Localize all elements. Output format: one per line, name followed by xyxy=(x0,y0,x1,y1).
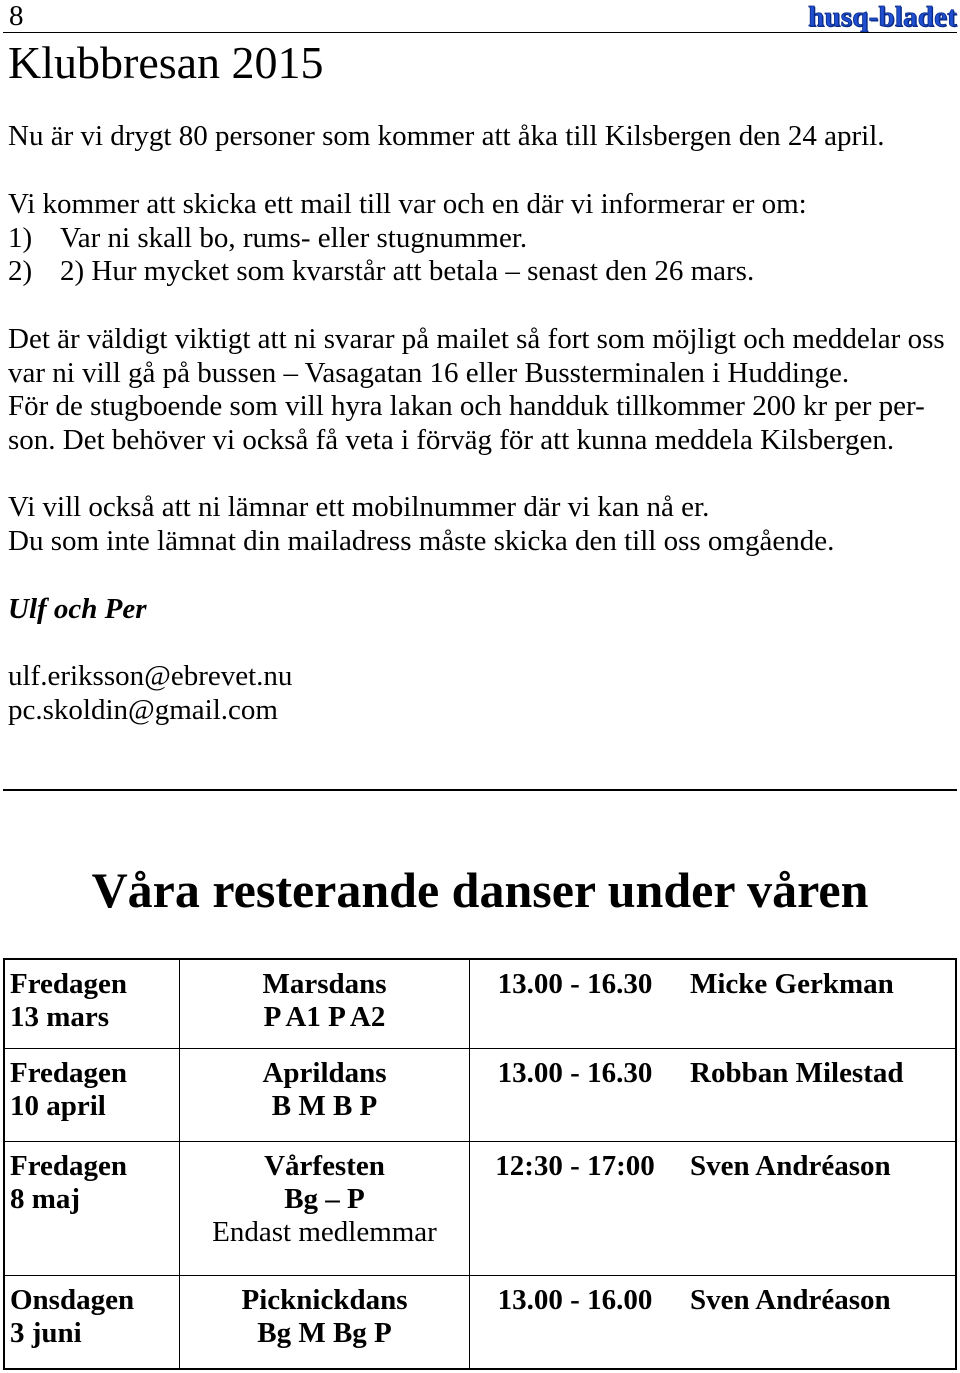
section-divider xyxy=(3,789,957,791)
paragraph-line: son. Det behöver vi också få veta i förväg för att kunna meddela Kilsbergen. xyxy=(8,423,895,456)
dances-heading: Våra resterande danser under våren xyxy=(91,862,869,918)
table-row xyxy=(5,1275,955,1368)
time-cell xyxy=(470,1049,680,1141)
time-range: 13.00 - 16.30 xyxy=(497,968,653,1000)
time-cell xyxy=(470,960,680,1048)
day-cell xyxy=(5,1049,180,1141)
weekday: Onsdagen xyxy=(10,1284,135,1316)
event-name: Marsdans xyxy=(262,968,387,1000)
day-cell xyxy=(5,960,180,1048)
weekday: Fredagen xyxy=(10,1150,128,1182)
musician-cell xyxy=(680,1049,955,1141)
time-range: 13.00 - 16.30 xyxy=(497,1057,653,1089)
list-item xyxy=(8,222,807,256)
event-details: Bg M Bg P xyxy=(257,1317,392,1349)
musician-name: Robban Milestad xyxy=(690,1057,904,1089)
list-item-text: Var ni skall bo, rums- eller stugnummer. xyxy=(60,221,528,254)
time-range: 13.00 - 16.00 xyxy=(497,1284,653,1316)
musician-cell xyxy=(680,1276,955,1368)
weekday: Fredagen xyxy=(10,968,128,1000)
musician-name: Sven Andréason xyxy=(690,1284,891,1316)
event-cell xyxy=(180,1049,470,1141)
paragraph-line: Vi vill också att ni lämnar ett mobilnummer där vi kan nå er. xyxy=(8,491,710,523)
paragraph-line: Du som inte lämnat din mailadress måste skicka den till oss omgående. xyxy=(8,524,835,557)
day-cell xyxy=(5,1276,180,1368)
info-lead: Vi kommer att skicka ett mail till var och en där vi informerar er om: xyxy=(8,188,807,220)
event-details: P A1 P A2 xyxy=(263,1001,386,1033)
email-list xyxy=(8,660,292,727)
date: 13 mars xyxy=(10,1001,110,1033)
list-marker: 2) xyxy=(8,255,33,287)
article-title: Klubbresan 2015 xyxy=(8,37,324,88)
table-row xyxy=(5,960,955,1048)
paragraph-line: var ni vill gå på bussen – Vasagatan 16 eller Bussterminalen i Huddinge. xyxy=(8,356,850,389)
info-paragraph xyxy=(8,188,807,289)
dance-schedule-table xyxy=(3,958,957,1370)
important-paragraph xyxy=(8,323,945,457)
event-cell xyxy=(180,1142,470,1275)
time-cell xyxy=(470,1142,680,1275)
intro-paragraph: Nu är vi drygt 80 personer som kommer att åka till Kilsbergen den 24 april. xyxy=(8,120,885,152)
musician-cell xyxy=(680,960,955,1048)
musician-name: Micke Gerkman xyxy=(690,968,894,1000)
paragraph-line: För de stugboende som vill hyra lakan och handduk tillkommer 200 kr per per- xyxy=(8,390,925,422)
musician-cell xyxy=(680,1142,955,1275)
musician-name: Sven Andréason xyxy=(690,1150,891,1182)
table-row xyxy=(5,1048,955,1141)
list-marker: 1) xyxy=(8,221,33,254)
email-address: pc.skoldin@gmail.com xyxy=(8,693,278,726)
date: 10 april xyxy=(10,1090,106,1122)
table-row xyxy=(5,1141,955,1275)
list-item xyxy=(8,255,807,289)
time-cell xyxy=(470,1276,680,1368)
event-note: Endast medlemmar xyxy=(212,1216,437,1248)
date: 3 juni xyxy=(10,1317,82,1349)
event-details: B M B P xyxy=(271,1090,378,1122)
email-address: ulf.eriksson@ebrevet.nu xyxy=(8,660,293,692)
list-item-text: 2) Hur mycket som kvarstår att betala – senast den 26 mars. xyxy=(60,255,755,287)
header-rule xyxy=(3,32,957,33)
contact-paragraph xyxy=(8,491,834,558)
page-number: 8 xyxy=(9,0,24,32)
paragraph-line: Det är väldigt viktigt att ni svarar på mailet så fort som möjligt och meddelar oss xyxy=(8,323,945,355)
publication-logo: husq-bladet xyxy=(808,1,957,33)
event-name: Vårfesten xyxy=(264,1150,385,1182)
event-cell xyxy=(180,1276,470,1368)
event-cell xyxy=(180,960,470,1048)
signature: Ulf och Per xyxy=(8,593,147,625)
weekday: Fredagen xyxy=(10,1057,128,1089)
event-name: Aprildans xyxy=(262,1057,387,1089)
event-details: Bg – P xyxy=(284,1183,365,1215)
day-cell xyxy=(5,1142,180,1275)
time-range: 12:30 - 17:00 xyxy=(495,1150,655,1182)
event-name: Picknickdans xyxy=(241,1284,408,1316)
date: 8 maj xyxy=(10,1183,81,1215)
